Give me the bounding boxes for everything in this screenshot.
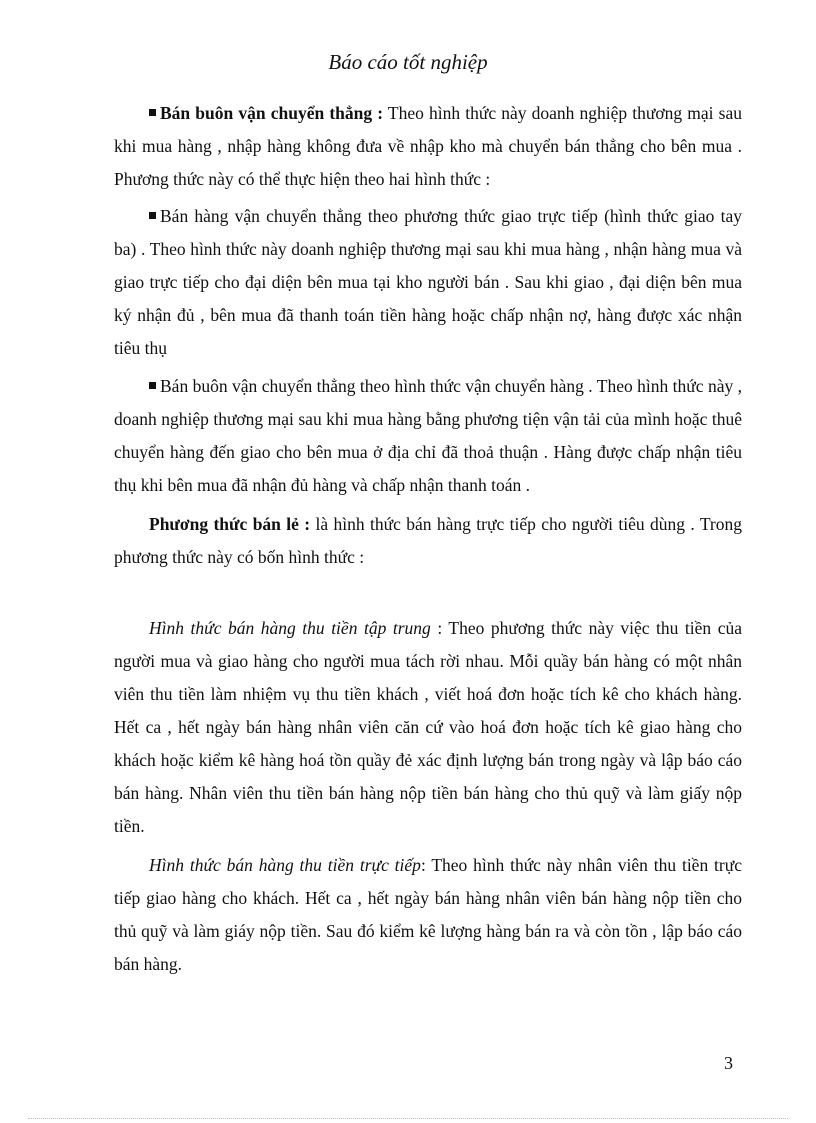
paragraph-lead: Phương thức bán lẻ : [149,514,311,534]
paragraph-lead: Hình thức bán hàng thu tiền trực tiếp [149,855,421,875]
paragraph-retail [114,508,742,574]
page-header: Báo cáo tốt nghiệp [328,50,488,74]
paragraph-text: Bán buôn vận chuyển thẳng theo hình thức vận chuyển hàng . Theo hình thức này , doanh nghiệp thương mại sau khi mua hàng bằng phương tiện vận tải của mình hoặc thuê chuyển hàng đến giao cho bên mua ở địa chỉ đã thoả thuận . Hàng được chấp nhận tiêu thụ khi bên mua đã nhận đủ hàng và chấp nhận thanh toán . [114,376,742,495]
paragraph-text: Theo hình thức này doanh nghiệp thương mại sau khi mua hàng , nhập hàng không đưa về nhập kho mà chuyển bán thẳng cho bên mua . Phương thức này có thể thực hiện theo hai hình thức : [114,103,742,189]
paragraph-text: : Theo phương thức này việc thu tiền của người mua và giao hàng cho người mua tách rời nhau. Mỗi quầy bán hàng có một nhân viên thu tiền làm nhiệm vụ thu tiền khách , viết hoá đơn hoặc tích kê cho khách hàng. Hết ca , hết ngày bán hàng nhân viên căn cứ vào hoá đơn hoặc tích kê giao hàng cho khách hoặc kiểm kê hàng hoá tồn quầy đẻ xác định lượng bán trong ngày và lập báo cáo bán hàng. Nhân viên thu tiền bán hàng nộp tiền bán hàng cho thủ quỹ và làm giấy nộp tiền. [114,618,742,836]
page-bottom-divider [28,1118,788,1119]
paragraph-lead: Bán buôn vận chuyển thẳng : [160,103,384,123]
paragraph-wholesale-direct [114,97,742,196]
bullet-icon [149,382,156,389]
bullet-icon [149,212,156,219]
paragraph-direct-collection [114,849,742,981]
paragraph-transport-delivery [114,370,742,502]
paragraph-text: : Theo hình thức này nhân viên thu tiền trực tiếp giao hàng cho khách. Hết ca , hết ngày bán hàng nhân viên bán hàng nộp tiền cho thủ quỹ và làm giáy nộp tiền. Sau đó kiểm kê lượng hàng bán ra và còn tồn , lập báo cáo bán hàng. [114,855,742,974]
paragraph-direct-delivery [114,200,742,365]
paragraph-lead: Hình thức bán hàng thu tiền tập trung [149,618,431,638]
page-number: 3 [724,1053,733,1073]
paragraph-text: Bán hàng vận chuyển thẳng theo phương thức giao trực tiếp (hình thức giao tay ba) . Theo hình thức này doanh nghiệp thương mại sau khi mua hàng , nhận hàng mua và giao trực tiếp cho đại diện bên mua tại kho người bán . Sau khi giao , đại diện bên mua ký nhận đủ , bên mua đã thanh toán tiền hàng hoặc chấp nhận nợ, hàng được xác nhận tiêu thụ [114,206,742,358]
paragraph-centralized-collection [114,612,742,843]
paragraph-text: là hình thức bán hàng trực tiếp cho người tiêu dùng . Trong phương thức này có bốn hình thức : [114,514,742,567]
bullet-icon [149,109,156,116]
